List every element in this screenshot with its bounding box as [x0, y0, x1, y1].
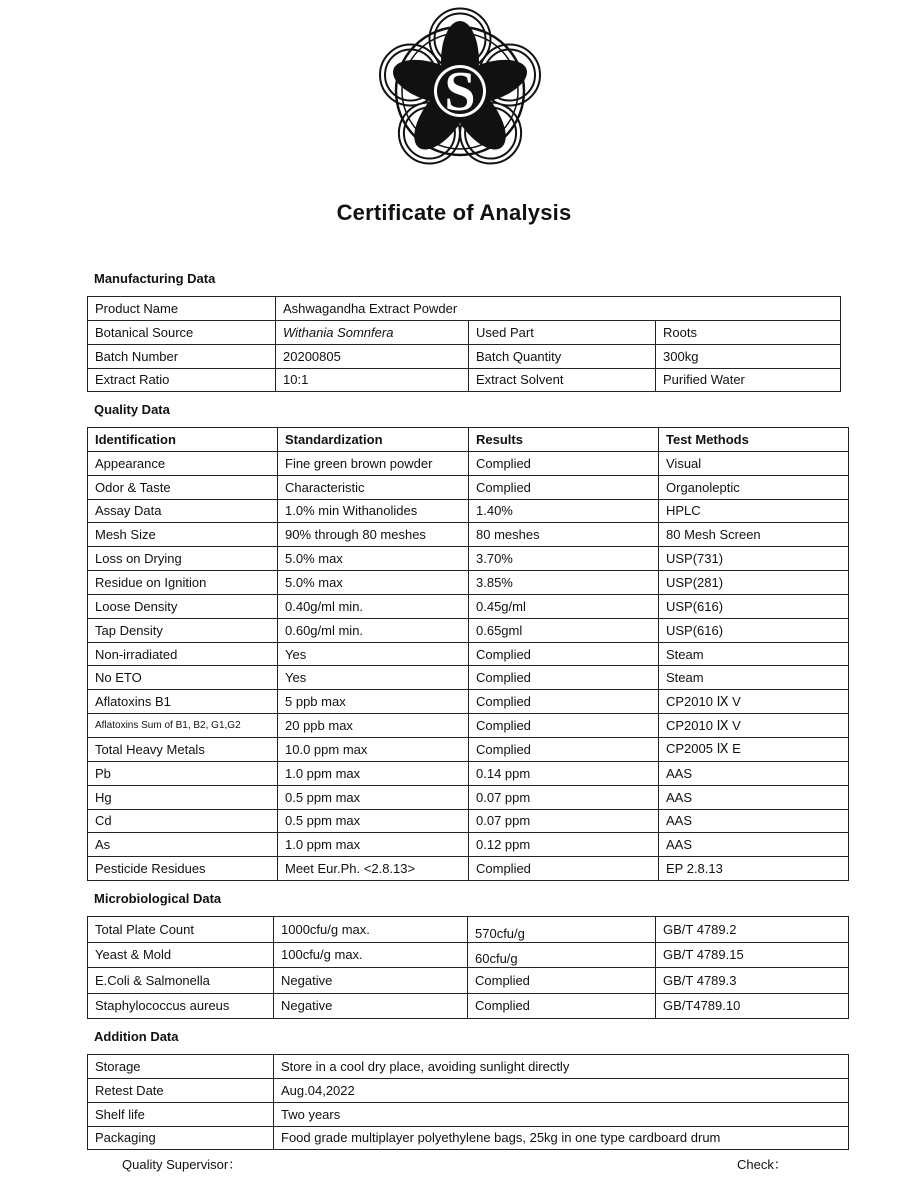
batch-number-value: 20200805	[276, 344, 469, 368]
table-cell: Complied	[469, 642, 659, 666]
table-cell: AAS	[659, 809, 849, 833]
table-cell: Retest Date	[88, 1078, 274, 1102]
check-label: Check：	[737, 1157, 787, 1172]
extract-solvent-label: Extract Solvent	[469, 368, 656, 392]
table-cell: Complied	[469, 475, 659, 499]
table-cell: EP 2.8.13	[659, 857, 849, 881]
table-row	[88, 642, 849, 666]
table-cell: Pb	[88, 761, 278, 785]
table-cell: Food grade multiplayer polyethylene bags, 25kg in one type cardboard drum	[274, 1126, 849, 1150]
microbiological-heading: Microbiological Data	[94, 891, 222, 906]
quality-table	[87, 427, 849, 881]
table-cell: Aflatoxins B1	[88, 690, 278, 714]
table-row	[88, 1078, 849, 1102]
table-cell: Cd	[88, 809, 278, 833]
product-name-label: Product Name	[88, 297, 276, 321]
table-cell: GB/T 4789.2	[656, 917, 849, 943]
product-name-value: Ashwagandha Extract Powder	[276, 297, 841, 321]
table-row	[88, 761, 849, 785]
table-row	[88, 785, 849, 809]
table-cell: Negative	[274, 993, 468, 1019]
table-cell: GB/T4789.10	[656, 993, 849, 1019]
table-row	[88, 993, 849, 1019]
table-row	[88, 547, 849, 571]
table-cell: 3.85%	[469, 571, 659, 595]
table-cell: Complied	[469, 857, 659, 881]
table-cell: Pesticide Residues	[88, 857, 278, 881]
table-cell: E.Coli & Salmonella	[88, 968, 274, 994]
batch-quantity-value: 300kg	[656, 344, 841, 368]
table-cell: Complied	[469, 451, 659, 475]
table-cell: Complied	[468, 993, 656, 1019]
table-cell: Store in a cool dry place, avoiding sunlight directly	[274, 1055, 849, 1079]
table-cell: Yeast & Mold	[88, 942, 274, 968]
table-cell: Yes	[278, 666, 469, 690]
table-cell: 1.0% min Withanolides	[278, 499, 469, 523]
table-cell: 90% through 80 meshes	[278, 523, 469, 547]
table-cell: Staphylococcus aureus	[88, 993, 274, 1019]
addition-table	[87, 1054, 849, 1150]
table-cell: CP2010 Ⅸ V	[659, 690, 849, 714]
table-cell: Yes	[278, 642, 469, 666]
table-cell: Complied	[469, 690, 659, 714]
batch-number-label: Batch Number	[88, 344, 276, 368]
table-cell: 20 ppb max	[278, 714, 469, 738]
table-row	[88, 690, 849, 714]
table-cell: 100cfu/g max.	[274, 942, 468, 968]
table-row	[88, 475, 849, 499]
table-cell: USP(731)	[659, 547, 849, 571]
company-logo	[366, 2, 554, 180]
table-cell: Steam	[659, 642, 849, 666]
table-cell: Tap Density	[88, 618, 278, 642]
logo-letter: S	[444, 61, 476, 123]
table-cell: Fine green brown powder	[278, 451, 469, 475]
table-row	[88, 714, 849, 738]
table-row	[88, 1126, 849, 1150]
page-title: Certificate of Analysis	[336, 200, 572, 225]
column-header: Standardization	[278, 428, 469, 452]
botanical-source-value: Withania Somnfera	[276, 320, 469, 344]
microbiological-table	[87, 916, 849, 1019]
table-cell: 3.70%	[469, 547, 659, 571]
table-row	[88, 666, 849, 690]
table-cell: 0.12 ppm	[469, 833, 659, 857]
quality-supervisor-label: Quality Supervisor：	[122, 1157, 242, 1172]
table-cell: USP(616)	[659, 618, 849, 642]
table-cell: Hg	[88, 785, 278, 809]
table-cell: Meet Eur.Ph. <2.8.13>	[278, 857, 469, 881]
table-cell: Residue on Ignition	[88, 571, 278, 595]
table-cell: CP2010 Ⅸ V	[659, 714, 849, 738]
table-cell: Negative	[274, 968, 468, 994]
table-cell: Total Plate Count	[88, 917, 274, 943]
table-cell: Aflatoxins Sum of B1, B2, G1,G2	[88, 714, 278, 738]
manufacturing-table	[87, 296, 841, 392]
table-cell: AAS	[659, 785, 849, 809]
table-cell: Assay Data	[88, 499, 278, 523]
table-cell: 60cfu/g	[468, 942, 656, 968]
table-cell: 0.5 ppm max	[278, 785, 469, 809]
table-cell: Characteristic	[278, 475, 469, 499]
table-row	[88, 942, 849, 968]
table-cell: 5.0% max	[278, 571, 469, 595]
botanical-source-label: Botanical Source	[88, 320, 276, 344]
table-cell: 0.14 ppm	[469, 761, 659, 785]
extract-ratio-label: Extract Ratio	[88, 368, 276, 392]
table-cell: 0.07 ppm	[469, 809, 659, 833]
table-cell: Loss on Drying	[88, 547, 278, 571]
table-row	[88, 451, 849, 475]
table-cell: No ETO	[88, 666, 278, 690]
table-cell: 0.07 ppm	[469, 785, 659, 809]
table-cell: HPLC	[659, 499, 849, 523]
table-row	[88, 809, 849, 833]
table-cell: 0.60g/ml min.	[278, 618, 469, 642]
table-row	[88, 917, 849, 943]
table-cell: Mesh Size	[88, 523, 278, 547]
table-row	[88, 968, 849, 994]
extract-solvent-value: Purified Water	[656, 368, 841, 392]
table-cell: Two years	[274, 1102, 849, 1126]
table-cell: Aug.04,2022	[274, 1078, 849, 1102]
table-row	[88, 344, 841, 368]
table-cell: Steam	[659, 666, 849, 690]
column-header: Identification	[88, 428, 278, 452]
table-cell: Total Heavy Metals	[88, 737, 278, 761]
table-row	[88, 320, 841, 344]
table-row	[88, 857, 849, 881]
used-part-label: Used Part	[469, 320, 656, 344]
table-cell: Complied	[469, 737, 659, 761]
table-cell: Visual	[659, 451, 849, 475]
table-row	[88, 1102, 849, 1126]
addition-heading: Addition Data	[94, 1029, 179, 1044]
table-cell: 1.40%	[469, 499, 659, 523]
column-header: Results	[469, 428, 659, 452]
table-cell: 1000cfu/g max.	[274, 917, 468, 943]
extract-ratio-value: 10:1	[276, 368, 469, 392]
table-cell: 5 ppb max	[278, 690, 469, 714]
table-cell: AAS	[659, 833, 849, 857]
table-row	[88, 523, 849, 547]
table-cell: 570cfu/g	[468, 917, 656, 943]
table-cell: Packaging	[88, 1126, 274, 1150]
table-cell: 0.65gml	[469, 618, 659, 642]
table-cell: 0.5 ppm max	[278, 809, 469, 833]
table-header-row	[88, 428, 849, 452]
table-row	[88, 297, 841, 321]
table-row	[88, 594, 849, 618]
table-cell: Shelf life	[88, 1102, 274, 1126]
manufacturing-heading: Manufacturing Data	[94, 271, 216, 286]
table-cell: 80 meshes	[469, 523, 659, 547]
table-cell: 10.0 ppm max	[278, 737, 469, 761]
table-cell: Non-irradiated	[88, 642, 278, 666]
table-cell: Organoleptic	[659, 475, 849, 499]
table-cell: 5.0% max	[278, 547, 469, 571]
table-row	[88, 737, 849, 761]
column-header: Test Methods	[659, 428, 849, 452]
table-cell: GB/T 4789.3	[656, 968, 849, 994]
table-cell: 1.0 ppm max	[278, 833, 469, 857]
table-row	[88, 1055, 849, 1079]
table-cell: Storage	[88, 1055, 274, 1079]
table-row	[88, 618, 849, 642]
table-cell: USP(616)	[659, 594, 849, 618]
table-cell: Odor & Taste	[88, 475, 278, 499]
table-cell: USP(281)	[659, 571, 849, 595]
table-cell: Loose Density	[88, 594, 278, 618]
table-cell: GB/T 4789.15	[656, 942, 849, 968]
used-part-value: Roots	[656, 320, 841, 344]
table-row	[88, 833, 849, 857]
table-row	[88, 499, 849, 523]
table-cell: Complied	[469, 714, 659, 738]
table-cell: Complied	[469, 666, 659, 690]
table-cell: CP2005 Ⅸ E	[659, 737, 849, 761]
table-cell: AAS	[659, 761, 849, 785]
table-row	[88, 368, 841, 392]
table-cell: 0.40g/ml min.	[278, 594, 469, 618]
table-cell: 0.45g/ml	[469, 594, 659, 618]
table-cell: 1.0 ppm max	[278, 761, 469, 785]
batch-quantity-label: Batch Quantity	[469, 344, 656, 368]
quality-heading: Quality Data	[94, 402, 170, 417]
table-cell: 80 Mesh Screen	[659, 523, 849, 547]
table-cell: Appearance	[88, 451, 278, 475]
table-row	[88, 571, 849, 595]
table-cell: As	[88, 833, 278, 857]
table-cell: Complied	[468, 968, 656, 994]
